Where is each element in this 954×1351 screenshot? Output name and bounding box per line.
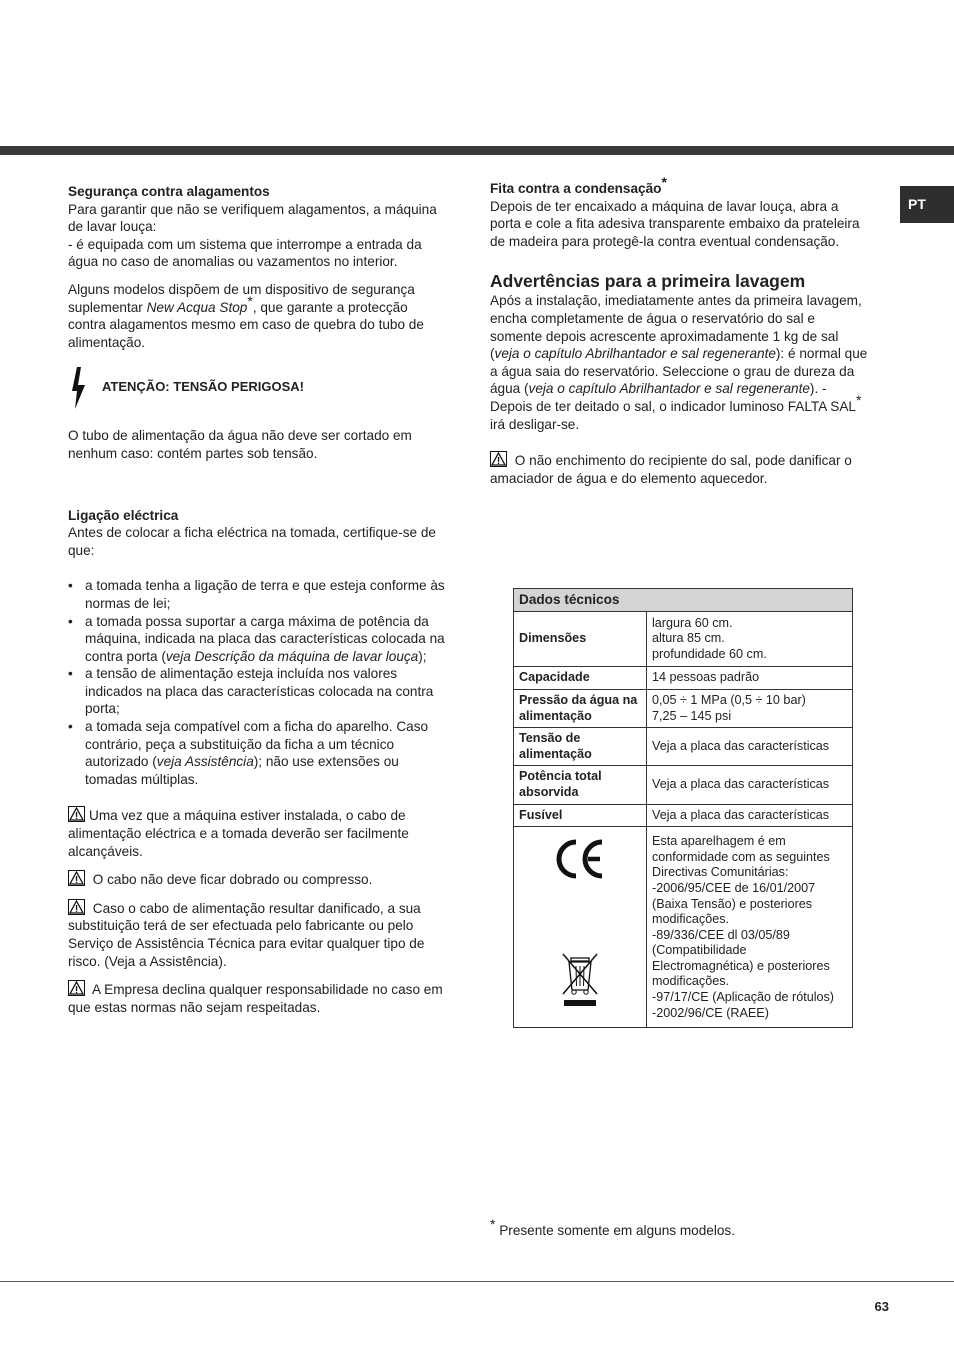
warning-icon bbox=[490, 451, 507, 467]
list-item: • a tomada tenha a ligação de terra e que esteja conforme às normas de lei; bbox=[68, 577, 448, 612]
left-column bbox=[68, 183, 448, 1016]
top-bar bbox=[0, 146, 954, 155]
flood-safety-p1: Para garantir que não se verifiquem alagamentos, a máquina de lavar louça: bbox=[68, 201, 437, 235]
note-cable-bent: O cabo não deve ficar dobrado ou compresso. bbox=[68, 870, 448, 889]
table-row: Pressão da água na alimentação 0,05 ÷ 1 MPa (0,5 ÷ 10 bar) 7,25 – 145 psi bbox=[514, 689, 853, 727]
electrical-checklist bbox=[68, 577, 448, 788]
warning-icon bbox=[68, 899, 85, 915]
voltage-warning-title: ATENÇÃO: TENSÃO PERIGOSA! bbox=[102, 379, 304, 395]
table-row: Potência total absorvida Veja a placa das características bbox=[514, 766, 853, 804]
table-row: Fusível Veja a placa das características bbox=[514, 804, 853, 827]
electrical-connection-title: Ligação eléctrica bbox=[68, 507, 179, 523]
note-liability: A Empresa declina qualquer responsabilidade no caso em que estas normas não sejam respeitadas. bbox=[68, 982, 443, 1015]
warning-icon bbox=[68, 806, 85, 822]
condensation-tape-text: Depois de ter encaixado a máquina de lavar louça, abra a porta e cole a fita adesiva transparente embaixo da prateleira de madeira para protegê-la contra eventual condensação. bbox=[490, 198, 860, 249]
warning-icon bbox=[68, 870, 85, 886]
salt-warning: O não enchimento do recipiente do sal, pode danificar o amaciador de água e do elemento aquecedor. bbox=[490, 453, 852, 486]
ce-conformity-text: Esta aparelhagem é em conformidade com as seguintes Directivas Comunitárias: -2006/95/CEE de 16/01/2007 (Baixa Tensão) e posteriores modificações. -89/336/CEE dl 03/05/89 (Compatibilidade Electromagnética) e posteriores modificações. -97/17/CE (Aplicação de rótulos) -2002/96/CE (RAEE) bbox=[647, 827, 853, 1028]
flood-safety-title: Segurança contra alagamentos bbox=[68, 184, 270, 199]
flood-safety-p3: Alguns modelos dispõem de um dispositivo de segurança suplementar New Acqua Stop*, que garante a protecção contra alagamentos mesmo em caso de quebra do tubo de alimentação. bbox=[68, 281, 424, 350]
weee-bin-icon bbox=[560, 952, 600, 1010]
table-row: Dimensões largura 60 cm. altura 85 cm. profundidade 60 cm. bbox=[514, 611, 853, 667]
bottom-rule bbox=[0, 1281, 954, 1282]
warning-icon bbox=[68, 980, 85, 996]
page-number: 63 bbox=[874, 1299, 889, 1314]
language-tab: PT bbox=[900, 186, 954, 223]
list-item: • a tensão de alimentação esteja incluída nos valores indicados na placa das características colocada na contra porta; bbox=[68, 665, 448, 718]
ce-mark-icon bbox=[552, 837, 608, 881]
list-item: • a tomada seja compatível com a ficha do aparelho. Caso contrário, peça a substituição da ficha a um técnico autorizado (veja Assistência); não use extensões ou tomadas múltiplas. bbox=[68, 718, 448, 788]
table-row: Tensão de alimentação Veja a placa das características bbox=[514, 728, 853, 766]
table-row bbox=[514, 827, 853, 1028]
note-cable-damaged: Caso o cabo de alimentação resultar danificado, a sua substituição terá de ser efectuada pelo fabricante ou pelo Serviço de Assistência Técnica para evitar qualquer tipo de risco. (Veja a Assistência). bbox=[68, 900, 425, 969]
voltage-warning-text: O tubo de alimentação da água não deve ser cortado em nenhum caso: contém partes sob tensão. bbox=[68, 428, 412, 461]
table-row: Capacidade 14 pessoas padrão bbox=[514, 667, 853, 690]
list-item: • a tomada possa suportar a carga máxima de potência da máquina, indicada na placa das características colocada na contra porta (veja Descrição da máquina de lavar louça); bbox=[68, 613, 448, 666]
lightning-bolt-icon bbox=[68, 365, 94, 411]
technical-data-table bbox=[513, 588, 853, 1028]
footnote: * Presente somente em alguns modelos. bbox=[490, 1216, 735, 1238]
first-wash-title: Advertências para a primeira lavagem bbox=[490, 271, 806, 292]
first-wash-text: Após a instalação, imediatamente antes da primeira lavagem, encha completamente de água o reservatório do sal e somente depois acrescente aproximadamente 1 kg de sal (veja o capítulo Abrilhantador e sal regenerante): é normal que a água saia do reservatório. Seleccione o grau de dureza da água (veja o capítulo Abrilhantador e sal regenerante). - Depois de ter deitado o sal, o indicador luminoso FALTA SAL* irá desligar-se. bbox=[490, 293, 868, 432]
electrical-connection-intro: Antes de colocar a ficha eléctrica na tomada, certifique-se de que: bbox=[68, 525, 436, 558]
right-column bbox=[490, 174, 870, 487]
flood-safety-p2: - é equipada com um sistema que interrompe a entrada da água no caso de anomalias ou vazamentos no interior. bbox=[68, 236, 422, 270]
voltage-warning bbox=[68, 365, 448, 411]
note-accessible: Uma vez que a máquina estiver instalada, o cabo de alimentação eléctrica e a tomada deverão ser facilmente alcançáveis. bbox=[68, 808, 409, 859]
condensation-tape-title: Fita contra a condensação* bbox=[490, 174, 667, 196]
table-header: Dados técnicos bbox=[514, 589, 853, 612]
